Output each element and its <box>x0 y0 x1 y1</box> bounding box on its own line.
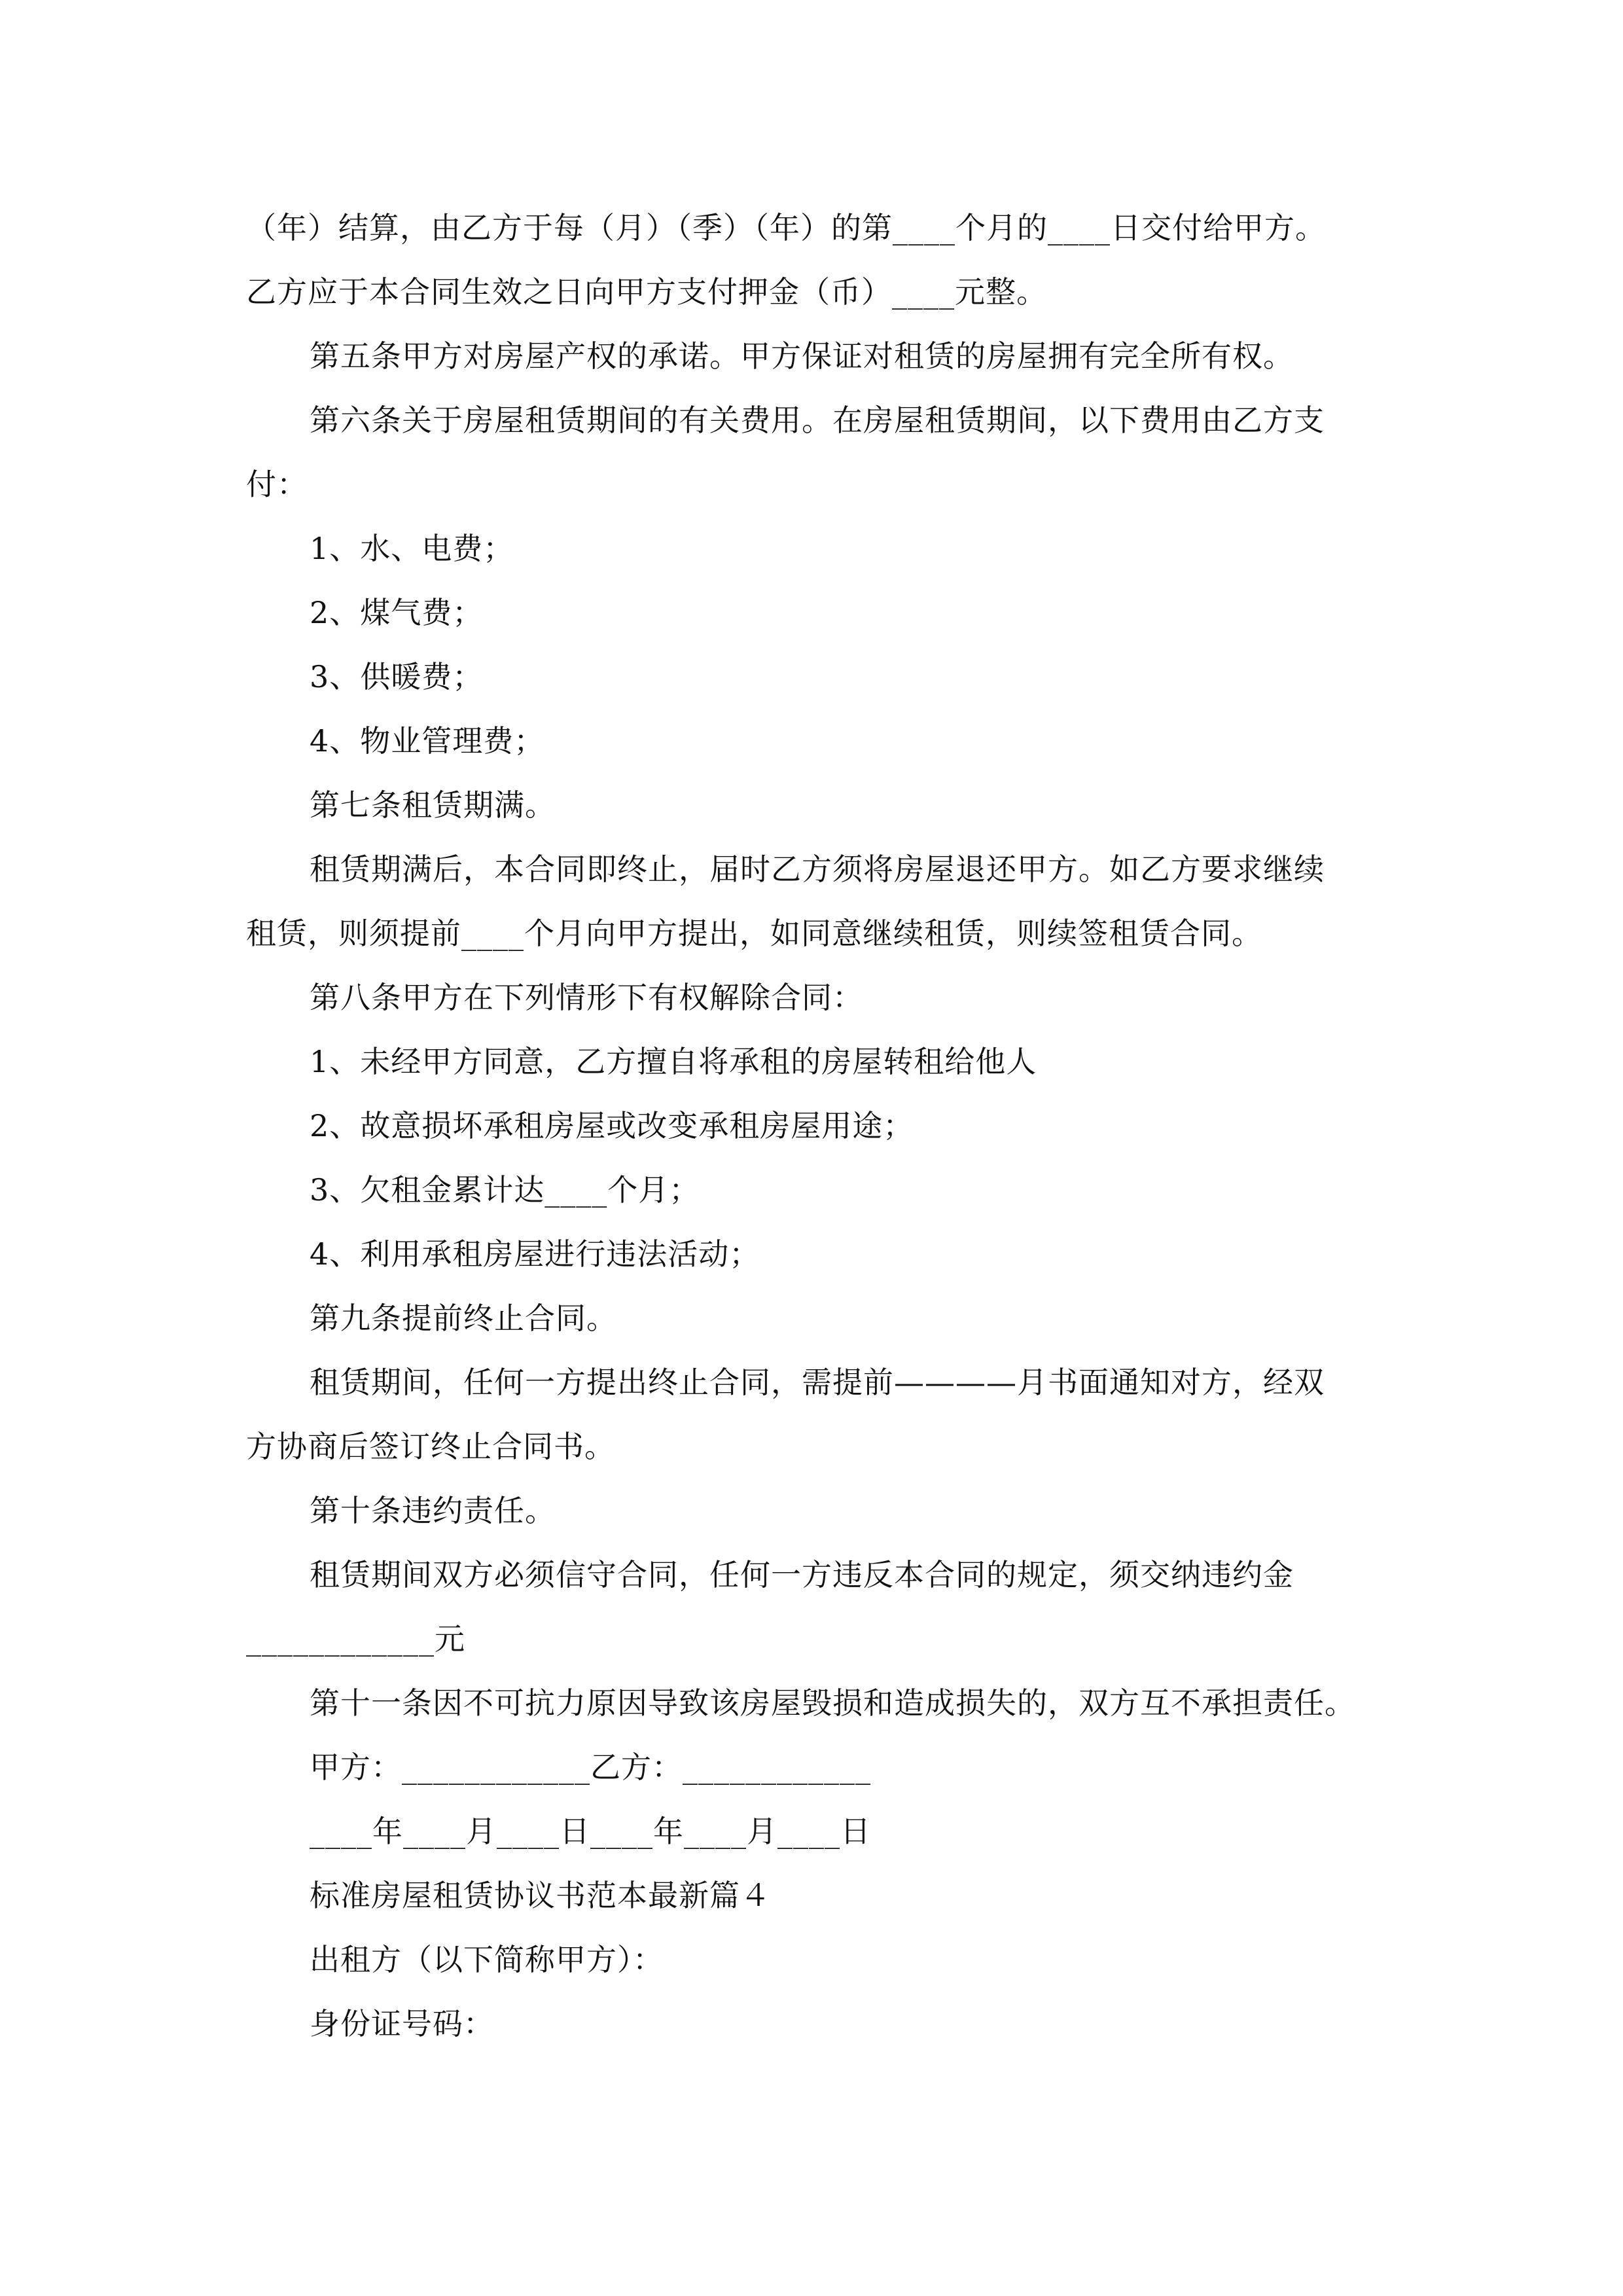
clause-6-heading: 第六条关于房屋租赁期间的有关费用。在房屋租赁期间，以下费用由乙方支 <box>310 403 1325 438</box>
clause-10-penalty-amount: ____________元 <box>246 1621 465 1657</box>
clause-8-heading: 第八条甲方在下列情形下有权解除合同： <box>310 980 863 1015</box>
clause-11: 第十一条因不可抗力原因导致该房屋毁损和造成损失的，双方互不承担责任。 <box>310 1685 1355 1721</box>
list-item-property-fee: 4、物业管理费； <box>310 723 545 759</box>
clause-6-continuation: 付： <box>246 467 308 502</box>
list-item-gas: 2、煤气费； <box>310 595 484 630</box>
list-item-utilities: 1、水、电费； <box>310 531 514 566</box>
section-title-4: 标准房屋租赁协议书范本最新篇４ <box>310 1878 771 1913</box>
clause-10-heading: 第十条违约责任。 <box>310 1493 556 1528</box>
lessor-label: 出租方（以下简称甲方）： <box>310 1942 664 1977</box>
signature-parties: 甲方：____________乙方：____________ <box>310 1749 871 1785</box>
clause-9-heading: 第九条提前终止合同。 <box>310 1300 617 1336</box>
clause-9-body: 租赁期间，任何一方提出终止合同，需提前————月书面通知对方，经双 <box>310 1365 1325 1400</box>
list-item-heating: 3、供暖费； <box>310 659 484 694</box>
clause-9-body-continued: 方协商后签订终止合同书。 <box>246 1429 615 1464</box>
clause-8-item-2: 2、故意损坏承租房屋或改变承租房屋用途； <box>310 1108 914 1143</box>
clause-8-item-3: 3、欠租金累计达____个月； <box>310 1172 700 1208</box>
clause-8-item-1: 1、未经甲方同意，乙方擅自将承租的房屋转租给他人 <box>310 1044 1037 1079</box>
clause-7-body: 租赁期满后，本合同即终止，届时乙方须将房屋退还甲方。如乙方要求继续 <box>310 852 1325 887</box>
clause-7-body-continued: 租赁，则须提前____个月向甲方提出，如同意继续租赁，则续签租赁合同。 <box>246 916 1262 951</box>
clause-5-heading: 第五条甲方对房屋产权的承诺。甲方保证对租赁的房屋拥有完全所有权。 <box>310 338 1294 374</box>
clause-10-body: 租赁期间双方必须信守合同，任何一方违反本合同的规定，须交纳违约金 <box>310 1557 1294 1592</box>
id-number-label: 身份证号码： <box>310 2006 494 2041</box>
text-line-settlement: （年）结算，由乙方于每（月）（季）（年）的第____个月的____日交付给甲方。 <box>246 210 1326 245</box>
clause-7-heading: 第七条租赁期满。 <box>310 787 556 823</box>
text-line-deposit: 乙方应于本合同生效之日向甲方支付押金（币）____元整。 <box>246 274 1047 310</box>
clause-8-item-4: 4、利用承租房屋进行违法活动； <box>310 1236 760 1272</box>
signature-dates: ____年____月____日____年____月____日 <box>310 1814 871 1849</box>
